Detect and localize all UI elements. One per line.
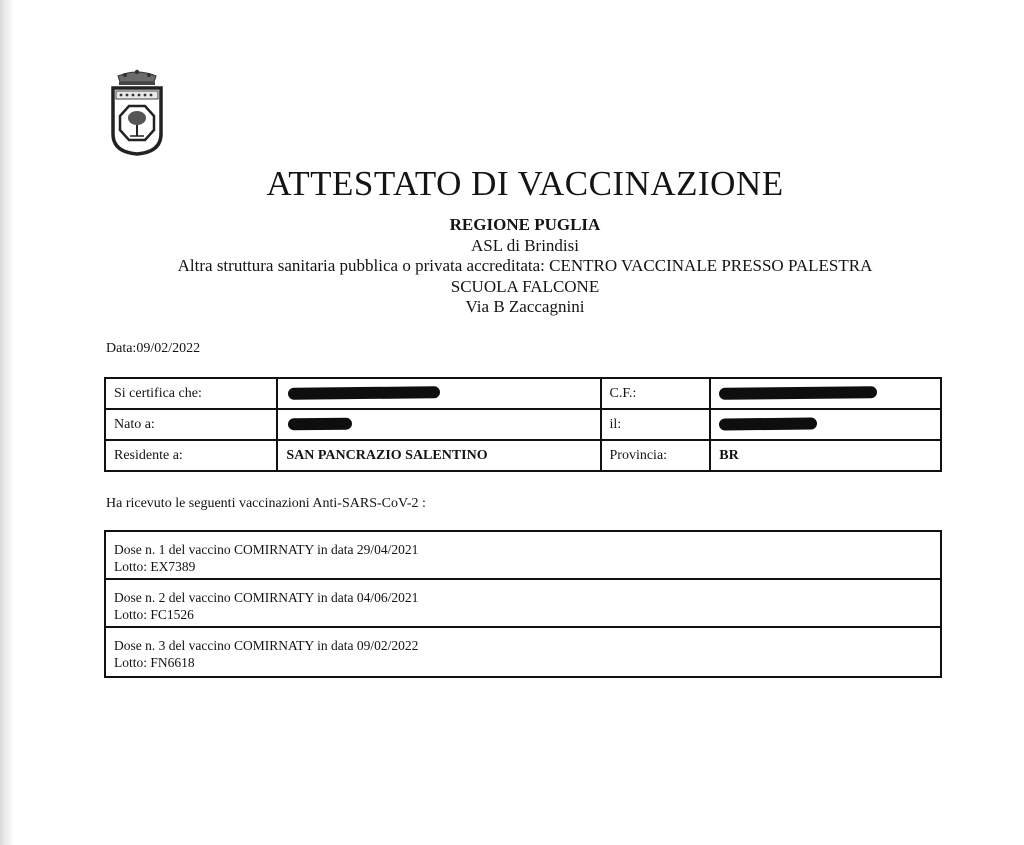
- residence-value: SAN PANCRAZIO SALENTINO: [277, 440, 600, 471]
- list-item: [106, 628, 940, 676]
- province-value: BR: [710, 440, 941, 471]
- table-row: [105, 440, 941, 471]
- list-item: [106, 580, 940, 628]
- redaction-mark: [288, 386, 440, 400]
- redaction-mark: [719, 418, 817, 431]
- name-value-redacted: [277, 378, 600, 409]
- facility-address: Via B Zaccagnini: [465, 297, 585, 317]
- residence-label: Residente a:: [105, 440, 277, 471]
- table-row: [105, 378, 941, 409]
- doses-list: [104, 530, 942, 678]
- cf-label: C.F.:: [601, 378, 711, 409]
- facility-line-1: Altra struttura sanitaria pubblica o privata accreditata: CENTRO VACCINALE PRESSO PALESTRA: [177, 256, 873, 276]
- redaction-mark: [288, 418, 352, 431]
- dose-lot: Lotto: FN6618: [114, 655, 195, 670]
- province-label: Provincia:: [601, 440, 711, 471]
- issuer-block: [0, 215, 1024, 318]
- vaccination-intro: Ha ricevuto le seguenti vaccinazioni Anti-SARS-CoV-2 :: [106, 496, 426, 511]
- dose-lot: Lotto: EX7389: [114, 559, 196, 574]
- dose-description: Dose n. 3 del vaccino COMIRNATY in data 09/02/2022: [114, 638, 419, 653]
- list-item: [106, 532, 940, 580]
- document-title: ATTESTATO DI VACCINAZIONE: [266, 164, 784, 203]
- issue-date: Data:09/02/2022: [106, 341, 201, 356]
- birthplace-value-redacted: [277, 409, 600, 440]
- birth-date-label: il:: [601, 409, 711, 440]
- birth-date-value-redacted: [710, 409, 941, 440]
- asl-name: ASL di Brindisi: [471, 235, 579, 255]
- born-label: Nato a:: [105, 409, 277, 440]
- cf-value-redacted: [710, 378, 941, 409]
- coat-of-arms-icon: [108, 68, 166, 160]
- dose-description: Dose n. 2 del vaccino COMIRNATY in data 04/06/2021: [114, 590, 419, 605]
- redaction-mark: [719, 386, 877, 400]
- certify-label: Si certifica che:: [105, 378, 277, 409]
- table-row: [105, 409, 941, 440]
- facility-line-2: SCUOLA FALCONE: [450, 276, 600, 296]
- dose-lot: Lotto: FC1526: [114, 607, 194, 622]
- dose-description: Dose n. 1 del vaccino COMIRNATY in data 29/04/2021: [114, 542, 419, 557]
- region-name: REGIONE PUGLIA: [449, 215, 601, 234]
- scan-edge-shadow: [0, 0, 14, 845]
- person-info-table: [104, 377, 942, 472]
